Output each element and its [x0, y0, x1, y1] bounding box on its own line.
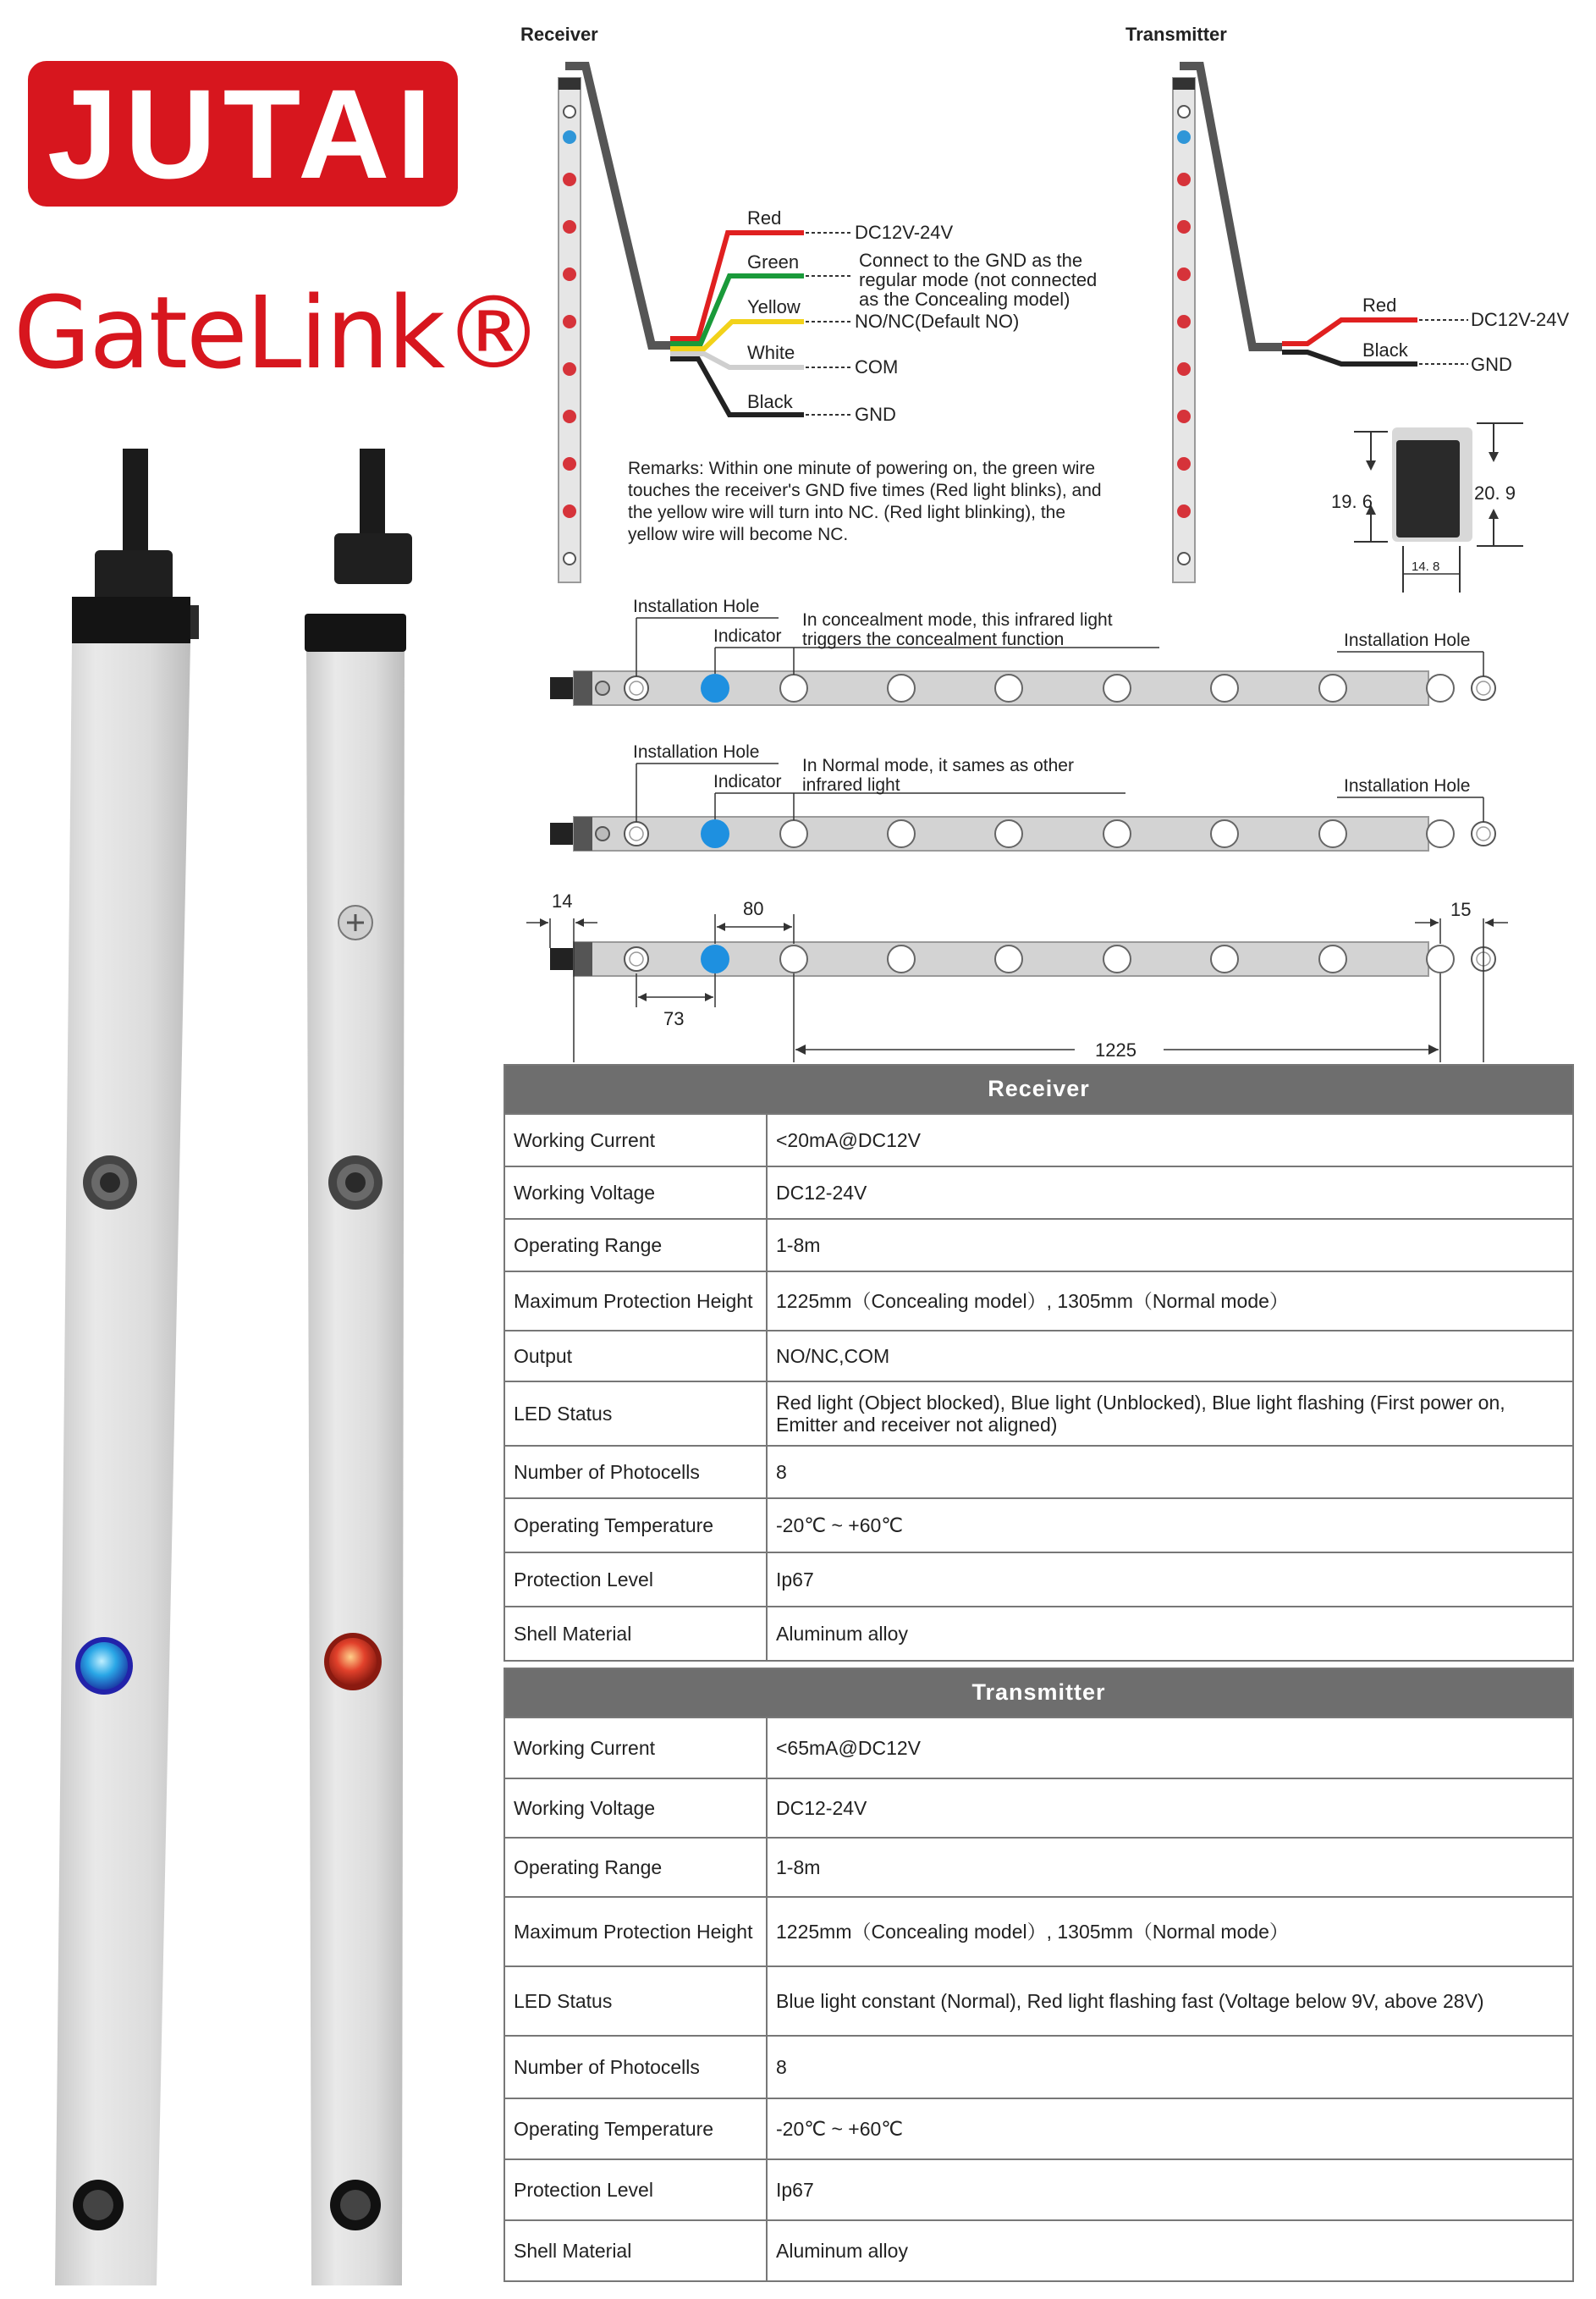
row-value: Red light (Object blocked), Blue light (Unblocked), Blue light flashing (First power on, Emitter and receiver not aligned) — [767, 1381, 1573, 1446]
installation-hole-label-1: Installation Hole — [633, 597, 760, 616]
concealment-note-1: In concealment mode, this infrared light — [802, 610, 1113, 630]
row-label: Shell Material — [504, 1607, 767, 1661]
receiver-photo — [55, 449, 199, 2285]
table-row — [504, 1838, 1573, 1897]
remarks-line-3: the yellow wire will turn into NC. (Red light blinking), the — [628, 503, 1066, 522]
row-label: Output — [504, 1331, 767, 1381]
row-value: Aluminum alloy — [767, 2220, 1573, 2281]
receiver-bar — [559, 78, 581, 582]
row-label: LED Status — [504, 1381, 767, 1446]
row-label: Operating Range — [504, 1838, 767, 1897]
remarks-line-1: Remarks: Within one minute of powering on, the green wire — [628, 459, 1096, 478]
table-row — [504, 1166, 1573, 1219]
table-row — [504, 1498, 1573, 1552]
transmitter-title: Transmitter — [1125, 24, 1227, 45]
strip-diagrams — [508, 584, 1591, 1067]
table-row — [504, 1446, 1573, 1498]
installation-hole-label-2: Installation Hole — [1344, 631, 1471, 650]
table-row — [504, 2220, 1573, 2281]
dim-15: 15 — [1450, 899, 1472, 920]
table-row — [504, 1778, 1573, 1838]
row-value: DC12-24V — [767, 1166, 1573, 1219]
row-label: Protection Level — [504, 2159, 767, 2220]
table-row — [504, 1219, 1573, 1271]
row-label: Maximum Protection Height — [504, 1271, 767, 1331]
product-photos — [42, 449, 432, 2285]
dim-14: 14 — [552, 890, 573, 912]
row-value: 8 — [767, 2036, 1573, 2098]
indicator-label-2: Indicator — [713, 772, 782, 791]
wire-target-red: DC12V-24V — [855, 222, 954, 243]
wire-label-red: Red — [747, 207, 782, 229]
table-row — [504, 1607, 1573, 1661]
wire-label-black: Black — [747, 391, 793, 412]
wire-target-green: Connect to the GND as the — [859, 250, 1083, 271]
table-row — [504, 1381, 1573, 1446]
row-value: NO/NC,COM — [767, 1331, 1573, 1381]
row-label: Operating Temperature — [504, 2098, 767, 2159]
wire-target-white: COM — [855, 356, 899, 378]
row-value: <65mA@DC12V — [767, 1717, 1573, 1778]
dim-73: 73 — [663, 1008, 685, 1029]
tx-wire-label-red: Red — [1362, 295, 1397, 316]
table-row — [504, 1897, 1573, 1966]
row-value: Blue light constant (Normal), Red light flashing fast (Voltage below 9V, above 28V) — [767, 1966, 1573, 2036]
table-row — [504, 1966, 1573, 2036]
wire-label-green: Green — [747, 251, 800, 273]
table-row — [504, 1114, 1573, 1166]
tx-wire-label-black: Black — [1362, 339, 1408, 361]
row-label: Working Current — [504, 1114, 767, 1166]
tx-wire-target-black: GND — [1471, 354, 1512, 375]
row-label: Operating Temperature — [504, 1498, 767, 1552]
wire-target-green-3: as the Concealing model) — [859, 289, 1070, 310]
row-value: -20℃ ~ +60℃ — [767, 1498, 1573, 1552]
row-label: Protection Level — [504, 1552, 767, 1607]
table-row — [504, 2159, 1573, 2220]
concealment-note-2: triggers the concealment function — [802, 630, 1065, 649]
wire-target-black: GND — [855, 404, 896, 425]
table-row — [504, 1331, 1573, 1381]
dim-1225: 1225 — [1095, 1039, 1136, 1061]
row-label: Working Current — [504, 1717, 767, 1778]
installation-hole-label-4: Installation Hole — [1344, 776, 1471, 796]
row-value: 8 — [767, 1446, 1573, 1498]
row-value: 1-8m — [767, 1219, 1573, 1271]
dim-80: 80 — [743, 898, 764, 919]
row-label: Working Voltage — [504, 1166, 767, 1219]
normal-note-2: infrared light — [802, 775, 900, 795]
remarks-line-4: yellow wire will become NC. — [628, 525, 849, 544]
receiver-spec-table — [504, 1064, 1574, 1662]
transmitter-table-title: Transmitter — [504, 1668, 1573, 1717]
row-value: 1225mm（Concealing model）, 1305mm（Normal mode） — [767, 1897, 1573, 1966]
table-row — [504, 1552, 1573, 1607]
row-label: LED Status — [504, 1966, 767, 2036]
receiver-title: Receiver — [520, 24, 598, 45]
wire-label-white: White — [747, 342, 795, 363]
row-value: Ip67 — [767, 1552, 1573, 1607]
indicator-label-1: Indicator — [713, 626, 782, 646]
wiring-diagrams — [508, 17, 1591, 593]
jutai-logo — [28, 61, 458, 207]
tx-wire-target-red: DC12V-24V — [1471, 309, 1570, 330]
row-value: 1-8m — [767, 1838, 1573, 1897]
transmitter-bar — [1173, 78, 1195, 582]
receiver-table-title: Receiver — [504, 1065, 1573, 1114]
row-label: Maximum Protection Height — [504, 1897, 767, 1966]
row-value: DC12-24V — [767, 1778, 1573, 1838]
table-row — [504, 1717, 1573, 1778]
dim-width: 14. 8 — [1412, 560, 1440, 574]
row-label: Shell Material — [504, 2220, 767, 2281]
row-value: Ip67 — [767, 2159, 1573, 2220]
row-label: Number of Photocells — [504, 1446, 767, 1498]
installation-hole-label-3: Installation Hole — [633, 742, 760, 762]
row-value: <20mA@DC12V — [767, 1114, 1573, 1166]
dim-height-right: 20. 9 — [1474, 482, 1516, 504]
row-label: Operating Range — [504, 1219, 767, 1271]
transmitter-spec-table — [504, 1668, 1574, 2282]
table-row — [504, 2098, 1573, 2159]
remarks-line-2: touches the receiver's GND five times (Red light blinks), and — [628, 481, 1102, 500]
transmitter-photo — [305, 449, 412, 2285]
logo-text: JUTAI — [47, 63, 439, 205]
normal-note-1: In Normal mode, it sames as other — [802, 756, 1074, 775]
wire-target-yellow: NO/NC(Default NO) — [855, 311, 1020, 332]
row-value: 1225mm（Concealing model）, 1305mm（Normal mode） — [767, 1271, 1573, 1331]
dim-height-left: 19. 6 — [1331, 491, 1373, 512]
row-value: Aluminum alloy — [767, 1607, 1573, 1661]
row-value: -20℃ ~ +60℃ — [767, 2098, 1573, 2159]
row-label: Number of Photocells — [504, 2036, 767, 2098]
gatelink-logo: GateLink® — [14, 274, 542, 391]
table-row — [504, 2036, 1573, 2098]
strip-dimensions — [526, 914, 1508, 1062]
row-label: Working Voltage — [504, 1778, 767, 1838]
wire-label-yellow: Yellow — [747, 296, 801, 317]
wire-target-green-2: regular mode (not connected — [859, 269, 1098, 290]
table-row — [504, 1271, 1573, 1331]
